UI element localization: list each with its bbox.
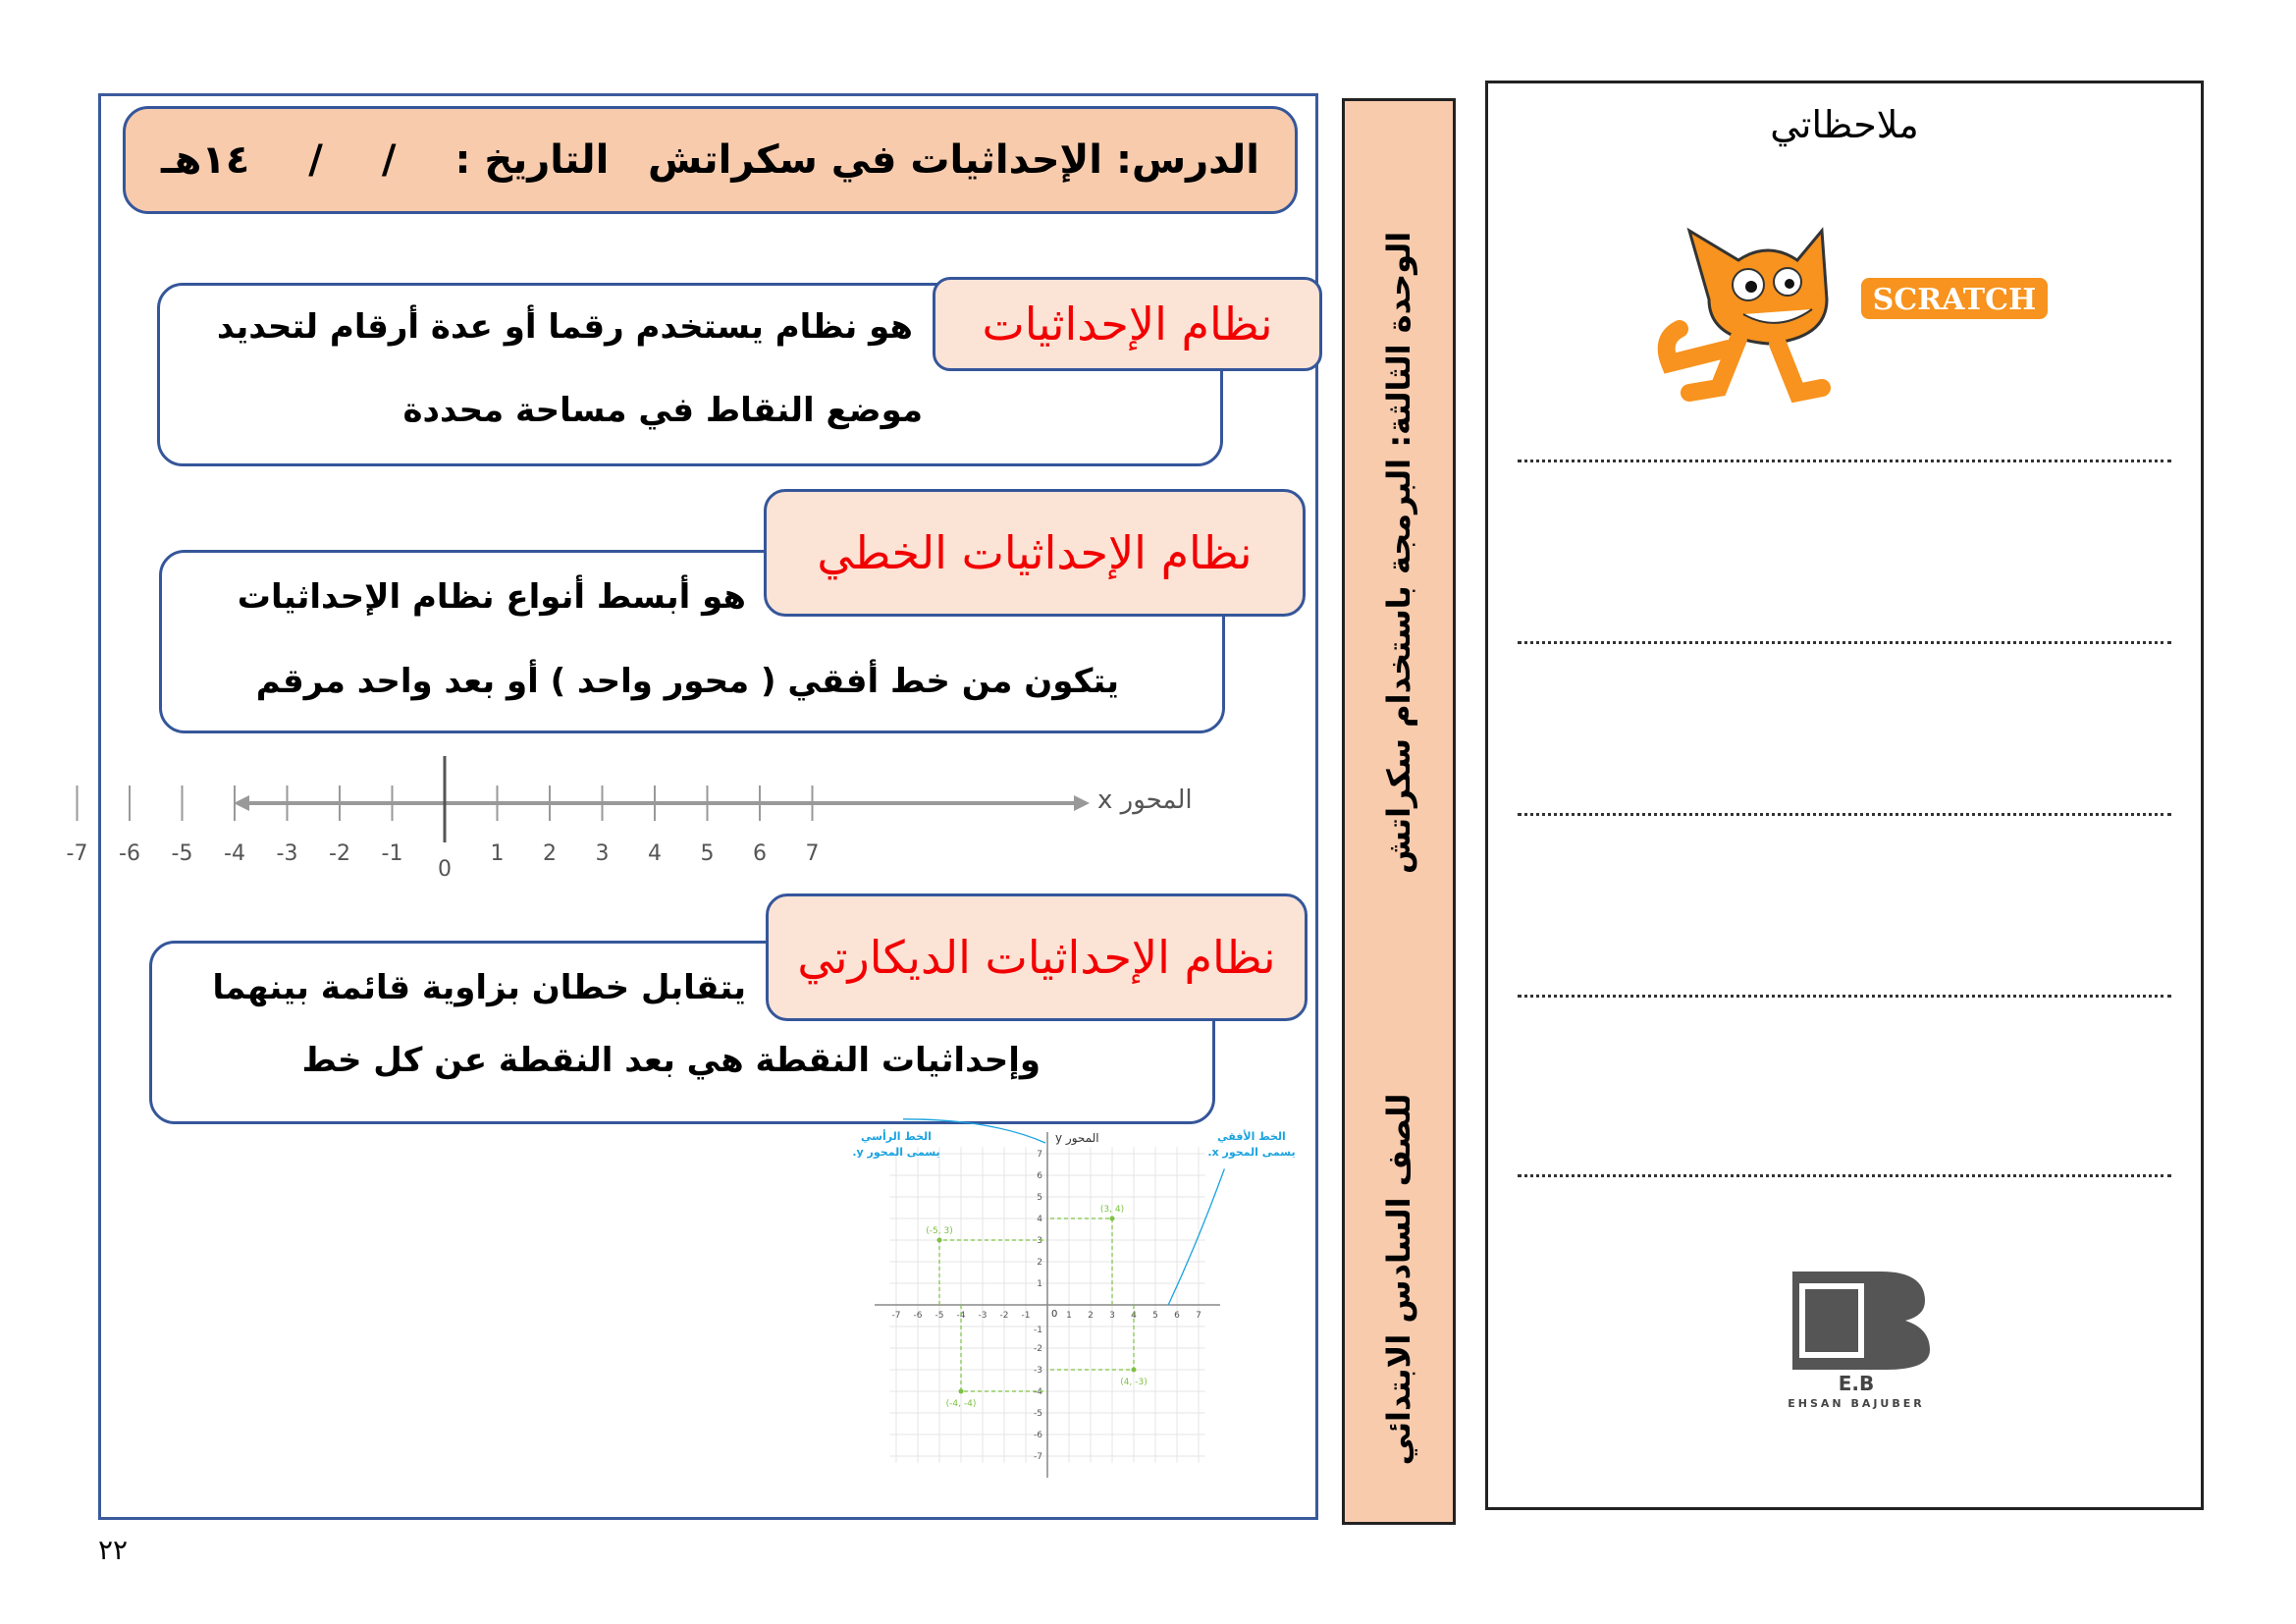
unit-strip [1342,98,1456,1525]
y-tick-label: -7 [1034,1452,1042,1462]
x-tick-label: -1 [1021,1311,1031,1321]
definition-line: موضع النقاط في مساحة محددة [402,391,923,430]
plot-point [1110,1217,1115,1221]
lesson-header [123,106,1298,214]
x-tick-label: 5 [1152,1311,1158,1321]
definition-line: يتقابل خطان بزاوية قائمة بينهما [212,968,746,1007]
number-line-tick-label: -2 [329,841,350,866]
unit-title: الوحدة الثالثة: البرمجة باستخدام سكراتش [1380,231,1417,875]
y-tick-label: 4 [1037,1215,1042,1224]
date-separator: / [308,137,323,183]
definition-line: وإحداثيات النقطة هي بعد النقطة عن كل خط [301,1041,1041,1080]
scratch-wordmark: SCRATCH [1872,283,2037,317]
y-tick-label: -2 [1034,1344,1042,1354]
x-tick-label: 1 [1066,1311,1072,1321]
y-axis-label: المحور y [1055,1131,1099,1145]
lesson-title: الدرس: الإحداثيات في سكراتش [648,137,1259,183]
y-tick-label: -4 [1034,1387,1042,1397]
notes-title: ملاحظاتي [1770,103,1919,146]
date-label: التاريخ : [454,137,610,183]
plot-point [1132,1368,1137,1373]
y-tick-label: 7 [1037,1150,1042,1160]
y-tick-label: -1 [1034,1326,1042,1335]
arrow-left-icon [234,795,249,811]
note-line[interactable] [1518,641,2171,644]
arrow-right-icon [1074,795,1090,811]
x-tick-label: 3 [1109,1311,1115,1321]
point-label: (3, 4) [1099,1205,1125,1215]
number-line-tick-label: 1 [490,841,505,866]
number-line-tick-label: -3 [276,841,298,866]
y-tick-label: 6 [1037,1171,1042,1181]
callout-vertical-axis: الخط الرأسي يسمى المحور y. [852,1130,940,1159]
section-title-cartesian: نظام الإحداثيات الديكارتي [766,893,1308,1021]
note-line[interactable] [1518,460,2171,462]
date-year: ١٤هـ [161,137,250,183]
grade-title: للصف السادس الابتدائي [1380,1093,1417,1466]
number-line-tick-label: 3 [595,841,610,866]
y-tick-label: -5 [1034,1409,1042,1419]
y-tick-label: 3 [1037,1236,1042,1246]
y-tick-label: 2 [1037,1258,1042,1268]
x-tick-label: 6 [1174,1311,1180,1321]
page-number: ٢٢ [98,1534,129,1566]
note-line[interactable] [1518,813,2171,816]
number-line-tick-label: 4 [648,841,662,866]
x-tick-label: -6 [913,1311,923,1321]
definition-line: هو أبسط أنواع نظام الإحداثيات [237,577,746,617]
y-tick-label: -6 [1034,1431,1042,1440]
x-tick-label: -2 [999,1311,1009,1321]
eb-logo [1763,1262,1949,1409]
x-tick-label: -7 [891,1311,901,1321]
plot-point [959,1389,964,1394]
logo-name: EHSAN BAJUBER [1788,1397,1925,1410]
notes-panel [1485,81,2204,1510]
note-line[interactable] [1518,995,2171,998]
date-separator: / [381,137,397,183]
number-line-tick-label: -4 [224,841,245,866]
number-line-tick-label: 6 [753,841,767,866]
y-tick-label: -3 [1034,1366,1042,1376]
date-field [161,137,609,183]
x-tick-label: 4 [1131,1311,1137,1321]
y-tick-label: 1 [1037,1279,1042,1289]
x-tick-label: -3 [978,1311,988,1321]
origin-label: 0 [1051,1309,1058,1320]
projection-line [939,1240,1047,1305]
number-line-tick-label: 7 [805,841,820,866]
plot-point [937,1238,942,1243]
number-line-tick-label: -6 [119,841,140,866]
point-label: (4, -3) [1120,1378,1148,1387]
x-tick-label: 7 [1196,1311,1201,1321]
section-title-linear: نظام الإحداثيات الخطي [764,489,1306,617]
number-line-tick-label: -7 [66,841,88,866]
y-tick-label: 5 [1037,1193,1042,1203]
callout-horizontal-axis: الخط الأفقي يسمى المحور x. [1207,1130,1296,1159]
number-line [66,756,1227,884]
number-line-tick-label: -1 [381,841,403,866]
number-line-tick-label: -5 [171,841,193,866]
definition-line: هو نظام يستخدم رقما أو عدة أرقام لتحديد [216,307,913,347]
point-label: (-5, 3) [926,1226,953,1236]
definition-line: يتكون من خط أفقي ( محور واحد ) أو بعد واحد مرقم [255,662,1119,701]
number-line-tick-label: 0 [438,857,452,882]
note-line[interactable] [1518,1174,2171,1177]
x-axis-label: المحور x [1097,785,1193,815]
section-title-coordinates: نظام الإحداثيات [933,277,1322,371]
x-tick-label: -4 [956,1311,966,1321]
x-tick-label: -5 [934,1311,944,1321]
scratch-cat-logo [1650,191,2062,407]
number-line-tick-label: 2 [543,841,557,866]
point-label: (-4, -4) [945,1399,977,1409]
number-line-tick-label: 5 [700,841,715,866]
logo-initials: E.B [1838,1372,1875,1395]
x-tick-label: 2 [1088,1311,1094,1321]
